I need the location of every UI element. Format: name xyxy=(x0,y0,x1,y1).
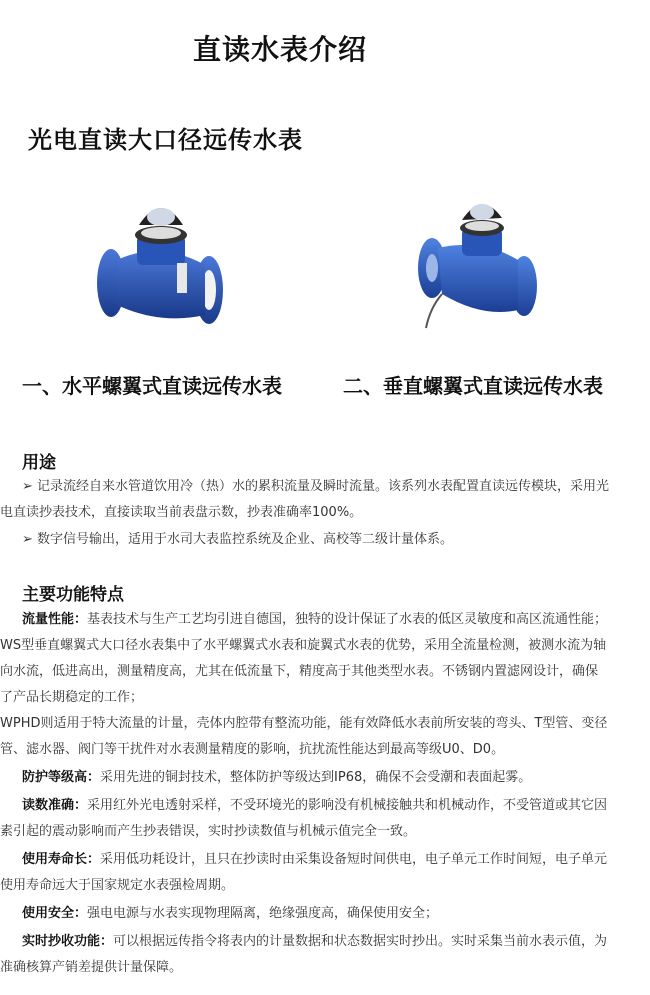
usage-line: ➢ 数字信号输出，适用于水司大表监控系统及企业、高校等二级计量体系。 xyxy=(22,532,454,547)
product-caption-vertical: 二、垂直螺翼式直读远传水表 xyxy=(343,374,603,398)
feature-line: WPHD则适用于特大流量的计量，壳体内腔带有整流功能，能有效降低水表前所安装的弯头、T型管、变径 xyxy=(0,716,608,731)
feature-line: 向水流，低进高出，测量精度高，尤其在低流量下，精度高于其他类型水表。不锈钢内置滤网设计，确保 xyxy=(0,664,599,679)
feature-line: 使用安全：强电电源与水表实现物理隔离，绝缘强度高，确保使用安全； xyxy=(22,906,439,921)
feature-line: 实时抄收功能：可以根据远传指令将表内的计量数据和状态数据实时抄出。实时采集当前水表示值，为 xyxy=(22,934,608,949)
horizontal-water-meter-icon xyxy=(95,195,225,335)
usage-line: ➢ 记录流经自来水管道饮用冷（热）水的累积流量及瞬时流量。该系列水表配置直读远传模块，采用光 xyxy=(22,479,610,494)
features-heading: 主要功能特点 xyxy=(22,585,124,605)
vertical-water-meter-icon xyxy=(412,198,542,338)
feature-line: 使用寿命远大于国家规定水表强检周期。 xyxy=(0,878,235,893)
usage-heading: 用途 xyxy=(22,453,56,473)
feature-line: WS型垂直螺翼式大口径水表集中了水平螺翼式水表和旋翼式水表的优势，采用全流量检测，被测水流为轴 xyxy=(0,638,607,653)
feature-line: 素引起的震动影响而产生抄表错误，实时抄读数值与机械示值完全一致。 xyxy=(0,824,417,839)
feature-line: 防护等级高：采用先进的铜封技术，整体防护等级达到IP68，确保不会受潮和表面起雾。 xyxy=(22,770,532,785)
product-subtitle: 光电直读大口径远传水表 xyxy=(28,126,303,154)
feature-line: 读数准确：采用红外光电透射采样，不受环境光的影响没有机械接触共和机械动作，不受管道或其它因 xyxy=(22,798,608,813)
feature-line: 使用寿命长：采用低功耗设计，且只在抄读时由采集设备短时间供电，电子单元工作时间短，电子单元 xyxy=(22,852,608,867)
feature-line: 管、滤水器、阀门等干扰件对水表测量精度的影响，抗扰流性能达到最高等级U0、D0。 xyxy=(0,742,505,757)
page-title: 直读水表介绍 xyxy=(192,33,367,66)
feature-line: 了产品长期稳定的工作； xyxy=(0,690,144,705)
usage-line: 电直读抄表技术，直接读取当前表盘示数，抄表准确率100%。 xyxy=(0,505,363,520)
product-caption-horizontal: 一、水平螺翼式直读远传水表 xyxy=(22,374,282,398)
feature-line: 准确核算产销差提供计量保障。 xyxy=(0,960,183,975)
feature-line: 流量性能：基表技术与生产工艺均引进自德国，独特的设计保证了水表的低区灵敏度和高区流通性能； xyxy=(22,612,608,627)
